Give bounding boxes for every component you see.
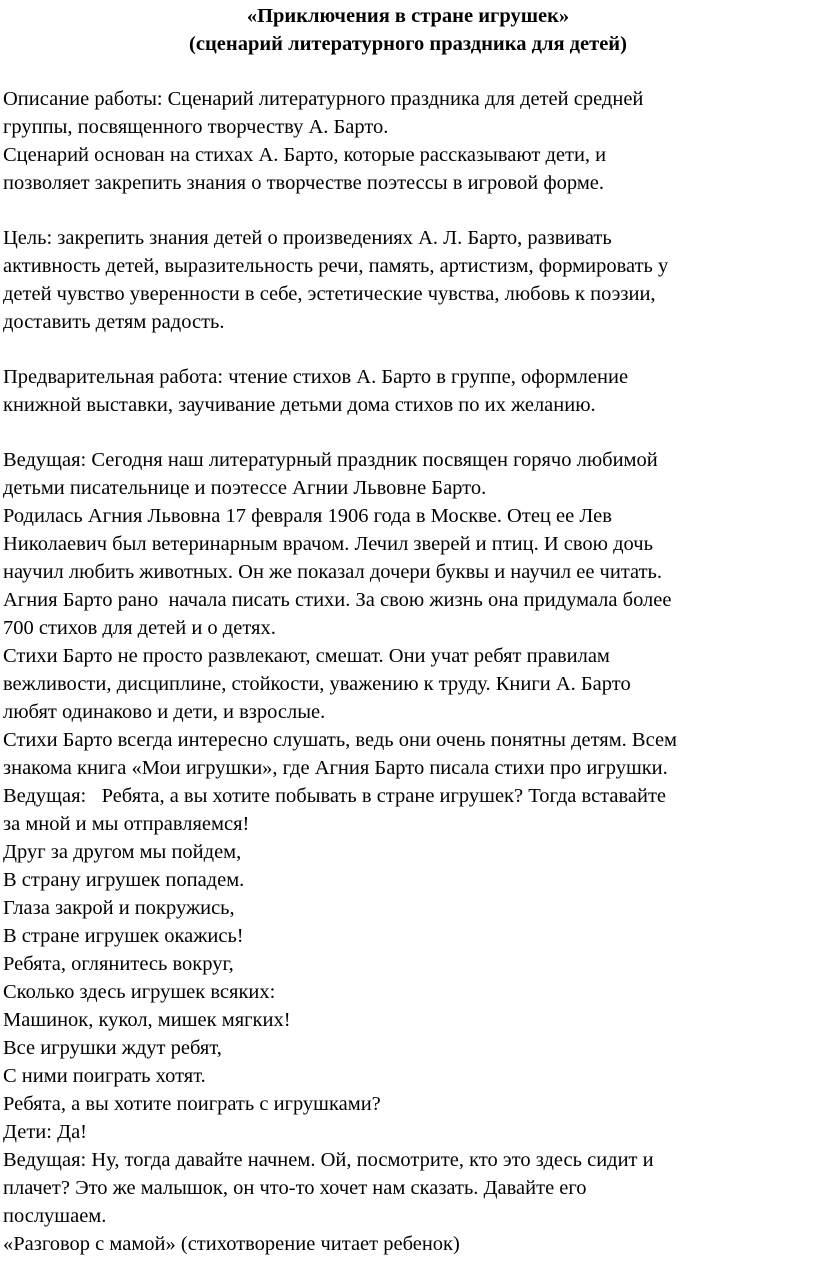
text-line: любят одинаково и дети, и взрослые.	[3, 701, 326, 723]
text-line: научил любить животных. Он же показал дочери буквы и научил ее читать.	[3, 561, 663, 583]
text-line: Стихи Барто всегда интересно слушать, ведь они очень понятны детям. Всем	[3, 729, 678, 751]
text-line: Описание работы: Сценарий литературного праздника для детей средней	[3, 88, 644, 110]
text-line: послушаем.	[3, 1205, 107, 1227]
document-subtitle: (сценарий литературного праздника для детей)	[189, 33, 627, 55]
text-line: вежливости, дисциплине, стойкости, уважению к труду. Книги А. Барто	[3, 673, 631, 695]
text-line: Машинок, кукол, мишек мягких!	[3, 1009, 291, 1031]
text-line: Ребята, а вы хотите поиграть с игрушками?	[3, 1093, 381, 1115]
text-line: В страну игрушек попадем.	[3, 869, 245, 891]
text-line: Все игрушки ждут ребят,	[3, 1037, 222, 1059]
text-line: Дети: Да!	[3, 1121, 87, 1143]
text-line: Друг за другом мы пойдем,	[3, 841, 242, 863]
text-line: доставить детям радость.	[3, 311, 225, 333]
text-line: Ведущая: Ну, тогда давайте начнем. Ой, посмотрите, кто это здесь сидит и	[3, 1149, 654, 1171]
text-line: знакома книга «Мои игрушки», где Агния Барто писала стихи про игрушки.	[3, 757, 668, 779]
text-line: книжной выставки, заучивание детьми дома стихов по их желанию.	[3, 394, 596, 416]
text-line: 700 стихов для детей и о детях.	[3, 617, 276, 639]
text-line: детьми писательнице и поэтессе Агнии Львовне Барто.	[3, 477, 487, 499]
text-line: Стихи Барто не просто развлекают, смешат. Они учат ребят правилам	[3, 645, 610, 667]
text-line: Ведущая: Ребята, а вы хотите побывать в стране игрушек? Тогда вставайте	[3, 785, 667, 807]
text-line: группы, посвященного творчеству А. Барто.	[3, 116, 389, 138]
text-line: детей чувство уверенности в себе, эстетические чувства, любовь к поэзии,	[3, 283, 656, 305]
text-line: «Разговор с мамой» (стихотворение читает ребенок)	[3, 1233, 460, 1255]
text-line: Сколько здесь игрушек всяких:	[3, 981, 276, 1003]
text-line: Николаевич был ветеринарным врачом. Лечил зверей и птиц. И свою дочь	[3, 533, 653, 555]
document-title: «Приключения в стране игрушек»	[246, 5, 570, 27]
text-line: Цель: закрепить знания детей о произведениях А. Л. Барто, развивать	[3, 227, 612, 249]
text-line: за мной и мы отправляемся!	[3, 813, 250, 835]
text-line: В стране игрушек окажись!	[3, 925, 244, 947]
text-line: Родилась Агния Львовна 17 февраля 1906 года в Москве. Отец ее Лев	[3, 505, 612, 527]
text-line: Глаза закрой и покружись,	[3, 897, 235, 919]
text-line: Сценарий основан на стихах А. Барто, которые рассказывают дети, и	[3, 144, 607, 166]
text-line: Ведущая: Сегодня наш литературный праздник посвящен горячо любимой	[3, 449, 658, 471]
text-line: активность детей, выразительность речи, память, артистизм, формировать у	[3, 255, 669, 277]
text-line: плачет? Это же малышок, он что-то хочет нам сказать. Давайте его	[3, 1177, 587, 1199]
text-line: С ними поиграть хотят.	[3, 1065, 206, 1087]
text-line: позволяет закрепить знания о творчестве поэтессы в игровой форме.	[3, 172, 605, 194]
text-line: Агния Барто рано начала писать стихи. За свою жизнь она придумала более	[3, 589, 672, 611]
text-line: Ребята, оглянитесь вокруг,	[3, 953, 234, 975]
text-line: Предварительная работа: чтение стихов А. Барто в группе, оформление	[3, 366, 629, 388]
